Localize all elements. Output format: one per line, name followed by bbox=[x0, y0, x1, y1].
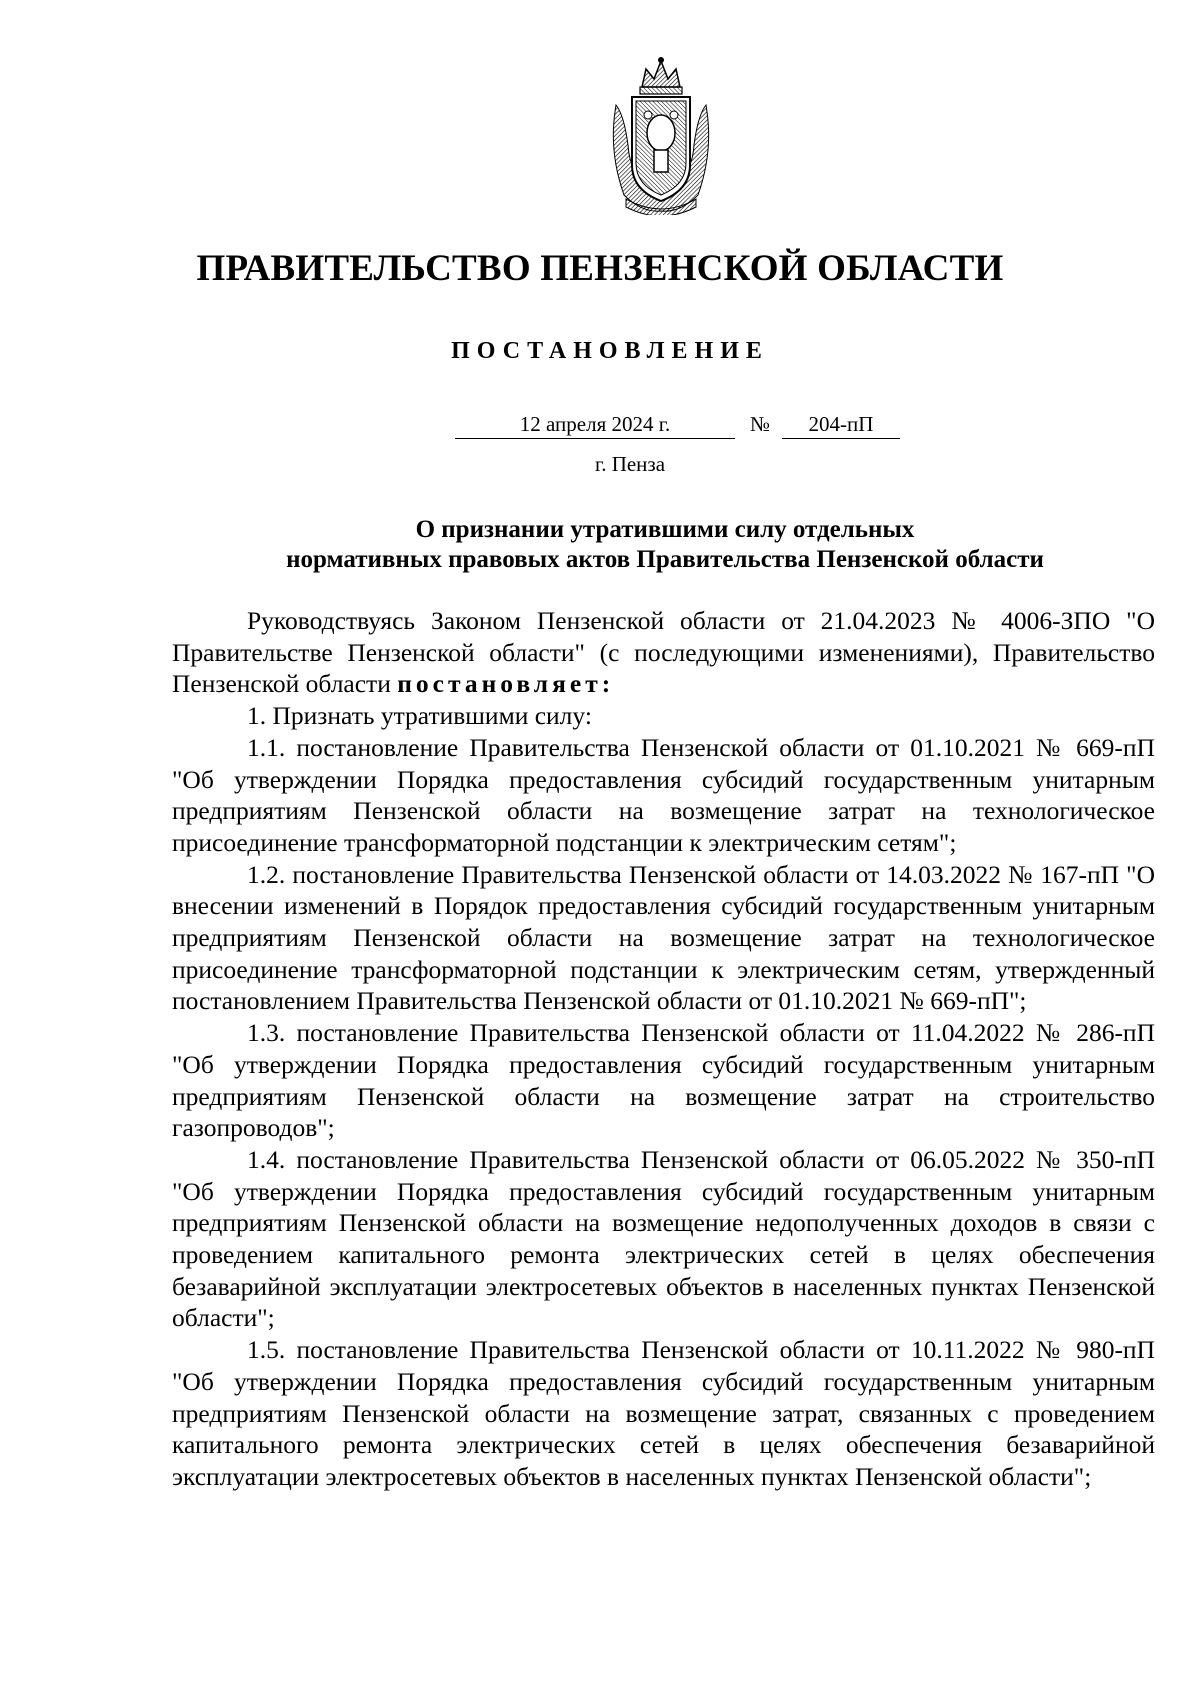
document-type: ПОСТАНОВЛЕНИЕ bbox=[451, 338, 769, 364]
subject-line-1: О признании утратившими силу отдельных bbox=[415, 516, 915, 543]
item-paragraph: 1.2. постановление Правительства Пензенской области от 14.03.2022 № 167-пП "О внесении изменений в Порядок предоставления субсидий государственным унитарным предприятиям Пензенской области на возмещение затрат на технологическое присоединение трансформаторной подстанции к электрическим сетям, утвержденный постановлением Правительства Пензенской области от 01.10.2021 № 669-пП"; bbox=[172, 859, 1155, 1016]
item-paragraph: 1.1. постановление Правительства Пензенской области от 01.10.2021 № 669-пП "Об утверждении Порядка предоставления субсидий государственным унитарным предприятиям Пензенской области на возмещение затрат на технологическое присоединение трансформаторной подстанции к электрическим сетям"; bbox=[172, 732, 1155, 857]
coat-of-arms-emblem bbox=[602, 55, 720, 215]
item-paragraph: 1.4. постановление Правительства Пензенской области от 06.05.2022 № 350-пП "Об утверждении Порядка предоставления субсидий государственным унитарным предприятиям Пензенской области на возмещение недополученных доходов в связи с проведением капитального ремонта электрических сетей в целях обеспечения безаварийной эксплуатации электросетевых объектов в населенных пунктах Пензенской области"; bbox=[172, 1144, 1155, 1333]
item-paragraph: 1.3. постановление Правительства Пензенской области от 11.04.2022 № 286-пП "Об утверждении Порядка предоставления субсидий государственным унитарным предприятиям Пензенской области на возмещение затрат на строительство газопроводов"; bbox=[172, 1018, 1155, 1143]
item-paragraph: 1.5. постановление Правительства Пензенской области от 10.11.2022 № 980-пП "Об утверждении Порядка предоставления субсидий государственным унитарным предприятиям Пензенской области на возмещение затрат, связанных с проведением капитального ремонта электрических сетей в целях обеспечения безаварийной эксплуатации электросетевых объектов в населенных пунктах Пензенской области"; bbox=[172, 1335, 1155, 1491]
preamble-text: Руководствуясь Законом Пензенской области от 21.04.2023 № 4006-ЗПО "О Правительстве Пензенской области" (с последующими изменениями), Правительство Пензенской области bbox=[172, 606, 1155, 699]
preamble-paragraph bbox=[172, 605, 1155, 700]
document-number: 204-пП bbox=[782, 410, 900, 439]
decree-word: постановляет: bbox=[397, 669, 615, 699]
document-body bbox=[172, 605, 1155, 1493]
subject-line-2: нормативных правовых актов Правительства Пензенской области bbox=[286, 546, 1044, 573]
document-subject bbox=[170, 515, 1160, 575]
number-sign: № bbox=[750, 412, 771, 436]
document-city: г. Пенза bbox=[594, 452, 666, 476]
document-date: 12 апреля 2024 г. bbox=[455, 410, 735, 439]
government-title: ПРАВИТЕЛЬСТВО ПЕНЗЕНСКОЙ ОБЛАСТИ bbox=[196, 248, 1004, 289]
item-paragraph: 1. Признать утратившими силу: bbox=[247, 701, 592, 731]
